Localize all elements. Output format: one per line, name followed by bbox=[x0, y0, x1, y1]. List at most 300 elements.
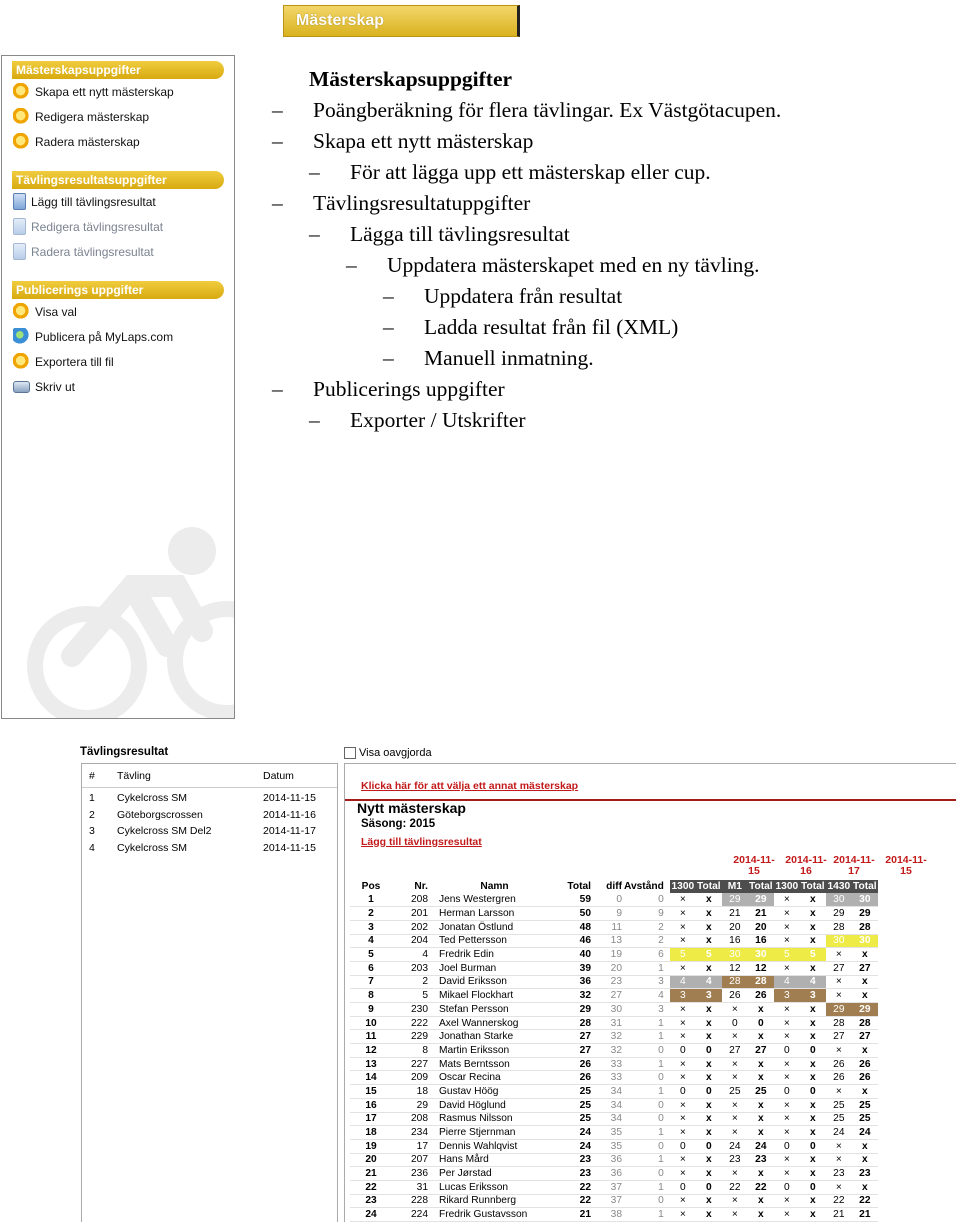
standings-cell: 6 bbox=[624, 948, 670, 962]
standings-cell: 24 bbox=[748, 1139, 774, 1153]
standings-cell: 234 bbox=[392, 1126, 432, 1140]
standings-cell: 26 bbox=[852, 1071, 878, 1085]
document-icon bbox=[13, 193, 26, 210]
standings-cell: 0 bbox=[624, 1139, 670, 1153]
standings-cell: 3 bbox=[670, 989, 696, 1003]
standings-cell: 30 bbox=[748, 948, 774, 962]
standings-cell: 0 bbox=[800, 1085, 826, 1099]
standings-cell: Axel Wannerskog bbox=[432, 1016, 550, 1030]
outline-text: Skapa ett nytt mästerskap bbox=[313, 129, 534, 153]
standings-cell: 25 bbox=[852, 1112, 878, 1126]
standings-cell: 0 bbox=[624, 893, 670, 907]
standings-cell: x bbox=[696, 1016, 722, 1030]
standings-cell: 34 bbox=[594, 1085, 624, 1099]
standings-cell: 1 bbox=[624, 1085, 670, 1099]
column-header[interactable]: diff bbox=[606, 881, 622, 892]
choose-championship-link[interactable]: Klicka här för att välja ett annat mästerskap bbox=[361, 780, 579, 792]
standings-cell: 18 bbox=[350, 1126, 392, 1140]
standings-cell: 25 bbox=[550, 1085, 594, 1099]
standings-cell: 25 bbox=[748, 1085, 774, 1099]
column-header[interactable]: Pos bbox=[361, 881, 381, 892]
cyclist-watermark-icon bbox=[2, 456, 235, 719]
standings-cell: 37 bbox=[594, 1194, 624, 1208]
standings-cell: x bbox=[696, 1126, 722, 1140]
race-column-header[interactable]: Total bbox=[749, 881, 773, 892]
standings-cell: 22 bbox=[722, 1180, 748, 1194]
standings-cell: × bbox=[774, 920, 800, 934]
standings-cell: 4 bbox=[392, 948, 432, 962]
menu-item[interactable] bbox=[13, 214, 234, 239]
standings-cell: 27 bbox=[748, 1044, 774, 1058]
standings-cell: x bbox=[696, 961, 722, 975]
star-icon bbox=[13, 303, 30, 320]
standings-cell: 22 bbox=[748, 1180, 774, 1194]
standings-cell: 28 bbox=[550, 1016, 594, 1030]
standings-cell: 22 bbox=[550, 1194, 594, 1208]
standings-cell: 26 bbox=[826, 1071, 852, 1085]
standings-cell: × bbox=[670, 907, 696, 921]
standings-cell: 24 bbox=[550, 1139, 594, 1153]
outline-bullet bbox=[268, 95, 781, 126]
standings-cell: x bbox=[748, 1030, 774, 1044]
column-header[interactable]: Nr. bbox=[414, 881, 428, 892]
outline-text: För att lägga upp ett mästerskap eller cup. bbox=[350, 160, 711, 184]
competition-cell: Cykelcross SM Del2 bbox=[117, 825, 212, 838]
standings-cell: 0 bbox=[774, 1085, 800, 1099]
standings-row[interactable] bbox=[350, 907, 878, 921]
standings-cell: 30 bbox=[826, 934, 852, 948]
dash-bullet: – bbox=[272, 98, 283, 122]
standings-cell: 227 bbox=[392, 1057, 432, 1071]
star-icon bbox=[13, 133, 30, 150]
standings-row[interactable] bbox=[350, 1167, 878, 1181]
outline-bullet bbox=[268, 219, 781, 250]
menu-item[interactable] bbox=[13, 79, 234, 104]
menu-section-header: Mästerskapsuppgifter bbox=[12, 61, 224, 79]
standings-cell: 1 bbox=[624, 1126, 670, 1140]
standings-cell: 23 bbox=[550, 1153, 594, 1167]
standings-row[interactable] bbox=[350, 1044, 878, 1058]
standings-cell: 12 bbox=[722, 961, 748, 975]
standings-cell: × bbox=[722, 1112, 748, 1126]
star-icon bbox=[13, 353, 30, 370]
standings-cell: 31 bbox=[594, 1016, 624, 1030]
standings-cell: x bbox=[800, 1016, 826, 1030]
competition-cell: 4 bbox=[89, 841, 95, 854]
standings-cell: 11 bbox=[594, 920, 624, 934]
standings-cell: 26 bbox=[748, 989, 774, 1003]
standings-cell: 29 bbox=[826, 907, 852, 921]
standings-row[interactable] bbox=[350, 1126, 878, 1140]
standings-cell: × bbox=[722, 1057, 748, 1071]
standings-cell: 39 bbox=[550, 961, 594, 975]
standings-cell: 33 bbox=[594, 1057, 624, 1071]
standings-cell: x bbox=[696, 1194, 722, 1208]
standings-cell: 19 bbox=[350, 1139, 392, 1153]
standings-row[interactable] bbox=[350, 1030, 878, 1044]
race-date-header: 2014-11-17 bbox=[833, 854, 875, 877]
standings-cell: 1 bbox=[350, 893, 392, 907]
outline-bullet bbox=[268, 312, 781, 343]
competition-row[interactable] bbox=[82, 807, 337, 824]
standings-cell: 25 bbox=[550, 1112, 594, 1126]
standings-cell: x bbox=[748, 1167, 774, 1181]
standings-cell: 24 bbox=[722, 1139, 748, 1153]
standings-cell: 30 bbox=[852, 893, 878, 907]
menu-item[interactable] bbox=[13, 324, 234, 349]
standings-cell: 1 bbox=[624, 1180, 670, 1194]
show-unpaid-checkbox[interactable] bbox=[344, 747, 356, 759]
standings-cell: Fredrik Edin bbox=[432, 948, 550, 962]
menu-item-label: Redigera tävlingsresultat bbox=[31, 219, 164, 234]
competition-row[interactable] bbox=[82, 823, 337, 840]
dash-bullet: – bbox=[309, 160, 320, 184]
standings-cell: × bbox=[774, 1071, 800, 1085]
standings-cell: 37 bbox=[594, 1180, 624, 1194]
championship-pane bbox=[344, 763, 956, 1222]
standings-cell: x bbox=[800, 1030, 826, 1044]
standings-cell: Rikard Runnberg bbox=[432, 1194, 550, 1208]
outline-bullet bbox=[268, 126, 781, 157]
competition-list[interactable] bbox=[81, 763, 338, 1222]
competition-cell: 2 bbox=[89, 808, 95, 821]
standings-cell: 25 bbox=[550, 1098, 594, 1112]
standings-cell: × bbox=[774, 1016, 800, 1030]
globe-icon bbox=[13, 328, 30, 345]
competition-cell: Cykelcross SM bbox=[117, 792, 188, 805]
standings-cell: Ted Pettersson bbox=[432, 934, 550, 948]
standings-cell: 2 bbox=[350, 907, 392, 921]
standings-row[interactable] bbox=[350, 1003, 878, 1017]
task-outline bbox=[268, 64, 781, 436]
standings-cell: 0 bbox=[624, 1071, 670, 1085]
outline-text: Poängberäkning för flera tävlingar. Ex Västgötacupen. bbox=[313, 98, 782, 122]
standings-cell: 8 bbox=[350, 989, 392, 1003]
standings-cell: 3 bbox=[800, 989, 826, 1003]
column-header[interactable]: Avstånd bbox=[624, 881, 664, 892]
standings-row[interactable] bbox=[350, 975, 878, 989]
menu-section-gap bbox=[2, 154, 234, 166]
standings-cell: 202 bbox=[392, 920, 432, 934]
standings-cell: 0 bbox=[774, 1139, 800, 1153]
standings-cell: 5 bbox=[392, 989, 432, 1003]
standings-cell: 3 bbox=[774, 989, 800, 1003]
standings-cell: 204 bbox=[392, 934, 432, 948]
menu-item-label: Lägg till tävlingsresultat bbox=[31, 194, 156, 209]
standings-cell: 21 bbox=[550, 1208, 594, 1222]
standings-cell: x bbox=[800, 1003, 826, 1017]
standings-cell: x bbox=[696, 1030, 722, 1044]
standings-cell: × bbox=[826, 989, 852, 1003]
standings-cell: × bbox=[670, 920, 696, 934]
standings-cell: 20 bbox=[594, 961, 624, 975]
standings-cell: Mikael Flockhart bbox=[432, 989, 550, 1003]
standings-cell: 26 bbox=[550, 1071, 594, 1085]
standings-row[interactable] bbox=[350, 893, 878, 907]
standings-cell: 10 bbox=[350, 1016, 392, 1030]
standings-cell: x bbox=[748, 1194, 774, 1208]
outline-heading: Mästerskapsuppgifter bbox=[309, 67, 513, 91]
standings-cell: x bbox=[748, 1071, 774, 1085]
menu-item[interactable] bbox=[13, 189, 234, 214]
race-date-header: 2014-11-16 bbox=[785, 854, 827, 877]
race-column-header[interactable]: Total bbox=[697, 881, 721, 892]
standings-cell: 17 bbox=[392, 1139, 432, 1153]
menu-item[interactable] bbox=[13, 349, 234, 374]
column-header[interactable]: Namn bbox=[480, 881, 509, 892]
standings-cell: 17 bbox=[350, 1112, 392, 1126]
standings-cell: x bbox=[696, 1208, 722, 1222]
championship-title: Nytt mästerskap bbox=[357, 800, 466, 816]
standings-cell: 0 bbox=[670, 1044, 696, 1058]
standings-cell: 2 bbox=[624, 920, 670, 934]
standings-row[interactable] bbox=[350, 1180, 878, 1194]
standings-cell: x bbox=[696, 893, 722, 907]
dash-bullet: – bbox=[383, 346, 394, 370]
standings-cell: 5 bbox=[800, 948, 826, 962]
standings-cell: Hans Mård bbox=[432, 1153, 550, 1167]
standings-cell: 7 bbox=[350, 975, 392, 989]
tab-masterskap[interactable]: Mästerskap bbox=[283, 5, 520, 37]
standings-cell: × bbox=[722, 1208, 748, 1222]
printer-icon bbox=[13, 381, 30, 393]
standings-row[interactable] bbox=[350, 1153, 878, 1167]
standings-cell: 35 bbox=[594, 1139, 624, 1153]
standings-cell: × bbox=[722, 1098, 748, 1112]
standings-cell: 13 bbox=[594, 934, 624, 948]
menu-item[interactable] bbox=[13, 129, 234, 154]
race-column-header[interactable]: M1 bbox=[722, 880, 748, 893]
competition-cell: 2014-11-17 bbox=[263, 825, 316, 838]
standings-cell: 229 bbox=[392, 1030, 432, 1044]
standings-cell: 0 bbox=[670, 1139, 696, 1153]
standings-cell: x bbox=[696, 1112, 722, 1126]
race-column-header[interactable]: Total bbox=[801, 881, 825, 892]
standings-cell: 208 bbox=[392, 893, 432, 907]
race-date-header: 2014-11-15 bbox=[733, 854, 775, 877]
standings-cell: 9 bbox=[350, 1003, 392, 1017]
standings-cell: Dennis Wahlqvist bbox=[432, 1139, 550, 1153]
standings-cell: 25 bbox=[852, 1098, 878, 1112]
standings-cell: 19 bbox=[594, 948, 624, 962]
standings-row[interactable] bbox=[350, 1098, 878, 1112]
standings-cell: x bbox=[696, 1071, 722, 1085]
dash-bullet: – bbox=[383, 315, 394, 339]
standings-cell: x bbox=[748, 1208, 774, 1222]
standings-cell: 30 bbox=[594, 1003, 624, 1017]
standings-cell: × bbox=[774, 1098, 800, 1112]
standings-cell: x bbox=[852, 1180, 878, 1194]
standings-cell: 0 bbox=[670, 1085, 696, 1099]
standings-cell: 24 bbox=[550, 1126, 594, 1140]
standings-cell: 27 bbox=[826, 961, 852, 975]
outline-text: Ladda resultat från fil (XML) bbox=[424, 315, 679, 339]
standings-cell: Lucas Eriksson bbox=[432, 1180, 550, 1194]
menu-item-label: Radera mästerskap bbox=[35, 134, 140, 149]
standings-cell: × bbox=[670, 1112, 696, 1126]
standings-cell: × bbox=[774, 961, 800, 975]
standings-cell: 34 bbox=[594, 1112, 624, 1126]
standings-cell: 32 bbox=[594, 1030, 624, 1044]
standings-row[interactable] bbox=[350, 1208, 878, 1222]
outline-bullet bbox=[268, 250, 781, 281]
standings-cell: 23 bbox=[350, 1194, 392, 1208]
dash-bullet: – bbox=[309, 408, 320, 432]
standings-cell: × bbox=[670, 1194, 696, 1208]
standings-cell: × bbox=[774, 1153, 800, 1167]
standings-cell: 222 bbox=[392, 1016, 432, 1030]
standings-cell: × bbox=[670, 1071, 696, 1085]
standings-cell: 2 bbox=[624, 934, 670, 948]
standings-cell: Martin Eriksson bbox=[432, 1044, 550, 1058]
race-column-header[interactable]: 1300 bbox=[775, 881, 799, 892]
standings-row[interactable] bbox=[350, 1057, 878, 1071]
standings-cell: x bbox=[748, 1098, 774, 1112]
standings-cell: Jens Westergren bbox=[432, 893, 550, 907]
standings-cell: 4 bbox=[624, 989, 670, 1003]
standings-cell: 23 bbox=[748, 1153, 774, 1167]
standings-cell: 14 bbox=[350, 1071, 392, 1085]
standings-cell: 27 bbox=[852, 1030, 878, 1044]
standings-cell: x bbox=[800, 1071, 826, 1085]
standings-cell: × bbox=[774, 1194, 800, 1208]
column-header-competition[interactable]: Tävling bbox=[117, 769, 151, 782]
standings-cell: x bbox=[800, 961, 826, 975]
standings-row[interactable] bbox=[350, 961, 878, 975]
outline-text: Manuell inmatning. bbox=[424, 346, 594, 370]
standings-cell: Jonathan Starke bbox=[432, 1030, 550, 1044]
standings-row[interactable] bbox=[350, 1194, 878, 1208]
standings-row[interactable] bbox=[350, 989, 878, 1003]
standings-cell: 20 bbox=[722, 920, 748, 934]
race-column-header[interactable]: Total bbox=[853, 881, 877, 892]
standings-row[interactable] bbox=[350, 934, 878, 948]
standings-cell: 25 bbox=[826, 1098, 852, 1112]
menu-item-label: Skapa ett nytt mästerskap bbox=[35, 84, 174, 99]
standings-cell: 59 bbox=[550, 893, 594, 907]
standings-cell: 236 bbox=[392, 1167, 432, 1181]
standings-cell: 0 bbox=[800, 1044, 826, 1058]
standings-cell: 16 bbox=[748, 934, 774, 948]
standings-cell: Fredrik Gustavsson bbox=[432, 1208, 550, 1222]
standings-cell: × bbox=[722, 1071, 748, 1085]
outline-bullet bbox=[268, 281, 781, 312]
competition-list-title: Tävlingsresultat bbox=[80, 746, 169, 758]
standings-cell: 12 bbox=[350, 1044, 392, 1058]
standings-cell: 22 bbox=[826, 1194, 852, 1208]
standings-cell: 27 bbox=[594, 989, 624, 1003]
standings-cell: 46 bbox=[550, 934, 594, 948]
menu-item-label: Publicera på MyLaps.com bbox=[35, 329, 174, 344]
standings-cell: x bbox=[800, 1057, 826, 1071]
standings-cell: x bbox=[852, 1085, 878, 1099]
menu-item[interactable] bbox=[13, 104, 234, 129]
standings-cell: 27 bbox=[550, 1030, 594, 1044]
dash-bullet: – bbox=[383, 284, 394, 308]
standings-cell: 16 bbox=[350, 1098, 392, 1112]
standings-row[interactable] bbox=[350, 1112, 878, 1126]
standings-cell: x bbox=[748, 1112, 774, 1126]
standings-cell: 31 bbox=[392, 1180, 432, 1194]
competition-cell: 3 bbox=[89, 825, 95, 838]
menu-section-gap bbox=[2, 264, 234, 276]
standings-cell: 23 bbox=[852, 1167, 878, 1181]
menu-item[interactable] bbox=[13, 374, 234, 399]
standings-cell: 21 bbox=[748, 907, 774, 921]
standings-cell: 209 bbox=[392, 1071, 432, 1085]
standings-row[interactable] bbox=[350, 1071, 878, 1085]
standings-cell: 1 bbox=[624, 1057, 670, 1071]
standings-cell: x bbox=[852, 948, 878, 962]
standings-cell: × bbox=[774, 1030, 800, 1044]
standings-cell: 34 bbox=[594, 1098, 624, 1112]
standings-cell: 16 bbox=[722, 934, 748, 948]
menu-item-label: Redigera mästerskap bbox=[35, 109, 150, 124]
standings-cell: 4 bbox=[670, 975, 696, 989]
standings-cell: 3 bbox=[350, 920, 392, 934]
standings-cell: × bbox=[774, 907, 800, 921]
standings-cell: 21 bbox=[722, 907, 748, 921]
standings-cell: × bbox=[670, 1030, 696, 1044]
standings-cell: 29 bbox=[392, 1098, 432, 1112]
standings-cell: 36 bbox=[594, 1153, 624, 1167]
standings-row[interactable] bbox=[350, 1016, 878, 1030]
standings-cell: x bbox=[800, 907, 826, 921]
standings-row[interactable] bbox=[350, 1139, 878, 1153]
season-label: Säsong: 2015 bbox=[361, 818, 436, 830]
standings-cell: 29 bbox=[722, 893, 748, 907]
column-header-number[interactable]: # bbox=[89, 769, 95, 782]
standings-row[interactable] bbox=[350, 1085, 878, 1099]
dash-bullet: – bbox=[272, 191, 283, 215]
standings-cell: x bbox=[748, 1057, 774, 1071]
competition-row[interactable] bbox=[82, 840, 337, 857]
standings-cell: 25 bbox=[722, 1085, 748, 1099]
standings-cell: x bbox=[800, 1208, 826, 1222]
standings-cell: 26 bbox=[722, 989, 748, 1003]
standings-cell: 21 bbox=[350, 1167, 392, 1181]
standings-cell: 12 bbox=[748, 961, 774, 975]
column-header[interactable]: Total bbox=[567, 881, 591, 892]
standings-cell: David Höglund bbox=[432, 1098, 550, 1112]
standings-cell: × bbox=[722, 1126, 748, 1140]
standings-cell: × bbox=[670, 893, 696, 907]
standings-cell: x bbox=[748, 1003, 774, 1017]
standings-cell: Joel Burman bbox=[432, 961, 550, 975]
standings-cell: 29 bbox=[748, 893, 774, 907]
standings-row[interactable] bbox=[350, 948, 878, 962]
competition-row[interactable] bbox=[82, 790, 337, 807]
race-column-header[interactable]: 1430 bbox=[827, 881, 851, 892]
standings-cell: × bbox=[670, 1016, 696, 1030]
column-header-date[interactable]: Datum bbox=[263, 769, 294, 782]
menu-item[interactable] bbox=[13, 299, 234, 324]
standings-cell: 3 bbox=[696, 989, 722, 1003]
menu-item[interactable] bbox=[13, 239, 234, 264]
menu-item-label: Skriv ut bbox=[35, 379, 76, 394]
standings-cell: 29 bbox=[550, 1003, 594, 1017]
race-column-header[interactable]: 1300 bbox=[671, 881, 695, 892]
add-result-link[interactable]: Lägg till tävlingsresultat bbox=[361, 836, 482, 848]
standings-row[interactable] bbox=[350, 920, 878, 934]
standings-cell: 21 bbox=[852, 1208, 878, 1222]
show-unpaid-toggle[interactable] bbox=[344, 747, 432, 759]
star-icon bbox=[13, 83, 30, 100]
standings-cell: 27 bbox=[852, 961, 878, 975]
standings-cell: 30 bbox=[826, 893, 852, 907]
standings-cell: Rasmus Nilsson bbox=[432, 1112, 550, 1126]
standings-cell: × bbox=[670, 1098, 696, 1112]
